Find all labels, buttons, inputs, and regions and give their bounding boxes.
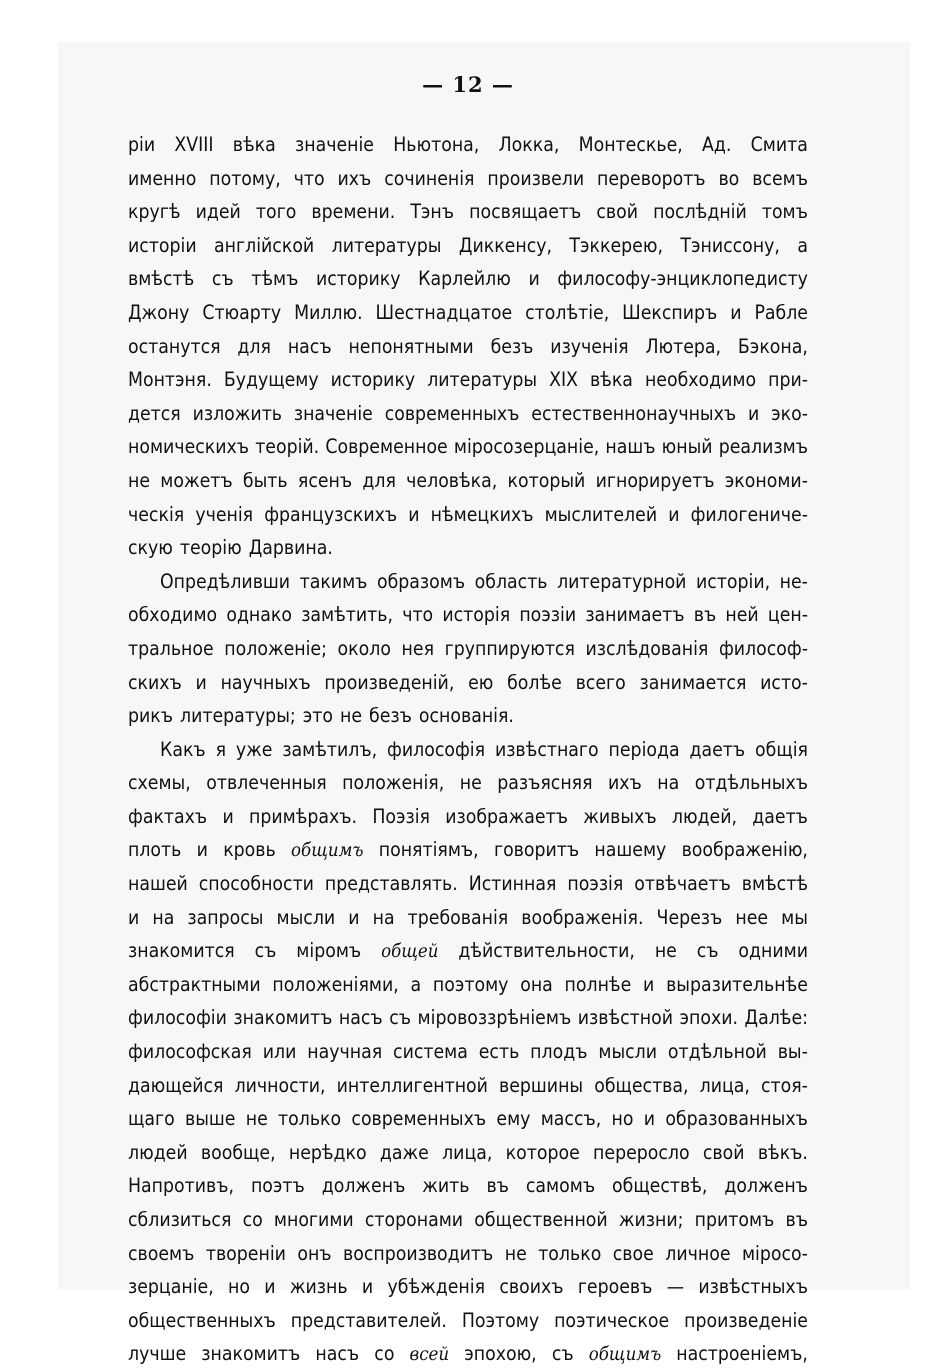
text-line: скихъ и научныхъ произведеній, ею болѣе всего занимается исто- (128, 670, 808, 694)
text-line: Напротивъ, поэтъ долженъ жить въ самомъ обществѣ, долженъ (128, 1174, 808, 1198)
text-line: останутся для насъ непонятными безъ изученія Лютера, Бэкона, (128, 334, 808, 358)
text-line: и на запросы мысли и на требованія воображенія. Черезъ нее мы (128, 905, 808, 929)
text-line: Джону Стюарту Миллю. Шестнадцатое столѣтіе, Шекспиръ и Рабле (128, 300, 808, 324)
text-line: вмѣстѣ съ тѣмъ историку Карлейлю и философу-энциклопедисту (128, 267, 808, 291)
text-line: дется изложить значеніе современныхъ естественнонаучныхъ и эко- (128, 401, 808, 425)
text-line: ріи XVIII вѣка значеніе Ньютона, Локка, Монтескье, Ад. Смита (128, 133, 808, 156)
text-line: абстрактными положеніями, а поэтому она полнѣе и выразительнѣе (128, 972, 808, 996)
text-line: сблизиться со многими сторонами общественной жизни; притомъ въ (128, 1208, 808, 1231)
text-line: скую теорію Дарвина. (128, 536, 333, 560)
paragraph-1 (128, 128, 808, 565)
text-line: нашей способности представлять. Истинная поэзія отвѣчаетъ вмѣстѣ (128, 872, 808, 896)
paragraph-3 (128, 733, 808, 1371)
text-line: лучше знакомитъ насъ со всей эпохою, съ общимъ настроеніемъ, (128, 1342, 808, 1366)
page-number: — 12 — (422, 72, 514, 97)
text-line: номическихъ теорій. Современное міросозерцаніе, нашъ юный реализмъ (128, 435, 808, 459)
body-text (128, 128, 808, 1371)
text-line: тральное положеніе; около нея группируются изслѣдованія философ- (128, 636, 808, 660)
text-line: людей вообще, нерѣдко даже лица, которое переросло свой вѣкъ. (128, 1140, 808, 1164)
text-line: дающейся личности, интеллигентной вершины общества, лица, стоя- (128, 1073, 808, 1097)
text-line: обходимо однако замѣтить, что исторія поэзіи занимаетъ въ ней цен- (128, 603, 808, 627)
text-line: кругѣ идей того времени. Тэнъ посвящаетъ свой послѣдній томъ (128, 200, 808, 224)
text-line: фактахъ и примѣрахъ. Поэзія изображаетъ живыхъ людей, даетъ (128, 804, 808, 828)
text-line: философская или научная система есть плодъ мысли отдѣльной вы- (128, 1040, 808, 1064)
text-line: Какъ я уже замѣтилъ, философія извѣстнаго періода даетъ общія (160, 737, 808, 761)
text-line: не можетъ быть ясенъ для человѣка, который игнорируетъ экономи- (128, 468, 808, 492)
text-line: философіи знакомитъ насъ съ міровоззрѣніемъ извѣстной эпохи. Далѣе: (128, 1006, 808, 1030)
paragraph-2 (128, 565, 808, 733)
text-line: своемъ твореніи онъ воспроизводитъ не только свое личное міросо- (128, 1241, 808, 1265)
text-line: знакомится съ міромъ общей дѣйствительности, не съ одними (128, 939, 808, 963)
text-line: плоть и кровь общимъ понятіямъ, говоритъ нашему воображенію, (128, 838, 808, 862)
text-line: общественныхъ представителей. Поэтому поэтическое произведеніе (128, 1308, 808, 1332)
text-line: ческія ученія французскихъ и нѣмецкихъ мыслителей и филогеничe- (128, 502, 808, 526)
text-line: зерцаніе, но и жизнь и убѣжденія своихъ героевъ — извѣстныхъ (128, 1275, 808, 1299)
text-line: Монтэня. Будущему историку литературы XIX вѣка необходимо при- (128, 368, 808, 392)
text-line: исторіи англійской литературы Диккенсу, Тэккерею, Тэниссону, а (128, 233, 808, 257)
text-line: рикъ литературы; это не безъ основанія. (128, 704, 514, 728)
text-line: Опредѣливши такимъ образомъ область литературной исторіи, не- (160, 569, 808, 593)
text-line: щаго выше не только современныхъ ему массъ, но и образованныхъ (128, 1107, 808, 1131)
text-line: схемы, отвлеченныя положенія, не разъясняя ихъ на отдѣльныхъ (128, 771, 808, 795)
text-line: именно потому, что ихъ сочиненія произвели переворотъ во всемъ (128, 166, 808, 190)
